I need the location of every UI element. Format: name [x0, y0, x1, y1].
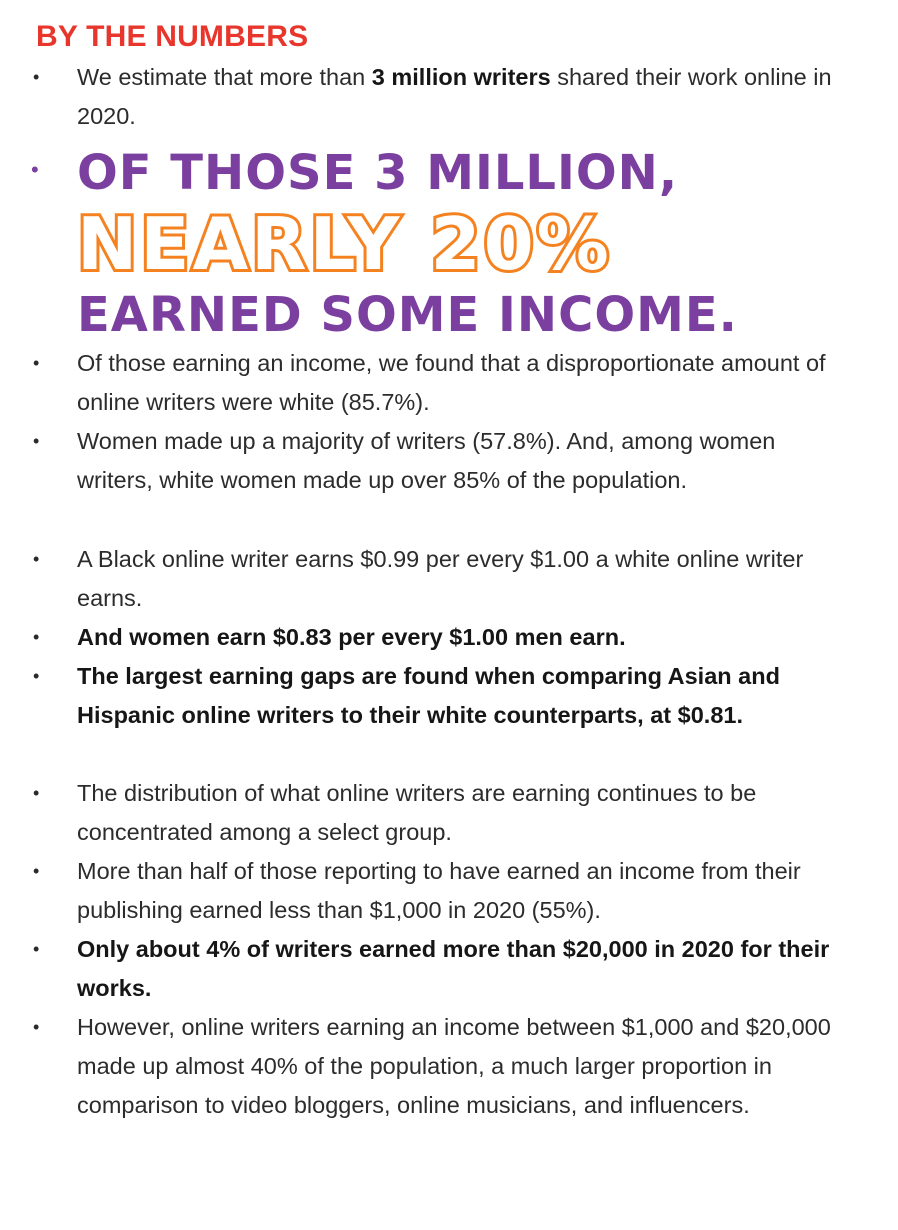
list-item-text: Women made up a majority of writers (57.8%). And, among women writers, white women made up over 85% of the population. [77, 428, 776, 493]
list-item-text: More than half of those reporting to have earned an income from their publishing earned less than $1,000 in 2020 (55%). [77, 858, 801, 923]
bullet-dot: • [33, 353, 40, 373]
bullet-dot: • [33, 431, 40, 451]
list-item-text: However, online writers earning an income between $1,000 and $20,000 made up almost 40% of the population, a much larger proportion in comparison to video bloggers, online musicians, and influencers. [77, 1014, 831, 1118]
callout-statistic [77, 142, 867, 346]
bullet-dot: • [33, 861, 40, 881]
callout-line-2: NEARLY 20% [77, 202, 612, 286]
intro-text-after: shared their work online in 2020. [77, 64, 832, 129]
bullet-dot: • [33, 1017, 40, 1037]
list-item-text: Of those earning an income, we found that a disproportionate amount of online writers were white (85.7%). [77, 350, 826, 415]
intro-text-bold: 3 million writers [371, 64, 551, 90]
bullet-dot: • [33, 549, 40, 569]
intro-text-before: We estimate that more than [77, 64, 372, 90]
callout-line-3: EARNED SOME INCOME. [77, 287, 738, 343]
bullet-dot: • [33, 666, 40, 686]
list-item-text: Only about 4% of writers earned more than $20,000 in 2020 for their works. [77, 936, 830, 1001]
list-item-text: And women earn $0.83 per every $1.00 men earn. [77, 624, 626, 650]
list-item-text: A Black online writer earns $0.99 per every $1.00 a white online writer earns. [77, 546, 804, 611]
section-heading: BY THE NUMBERS [36, 20, 309, 53]
bullet-dot: • [33, 67, 40, 87]
intro-text [77, 58, 837, 136]
callout-line-1: OF THOSE 3 MILLION, [77, 145, 679, 201]
list-item-text: The largest earning gaps are found when comparing Asian and Hispanic online writers to their white counterparts, at $0.81. [77, 663, 780, 728]
bullet-dot: • [33, 939, 40, 959]
callout-bullet-dot: • [31, 157, 39, 182]
bullet-dot: • [33, 627, 40, 647]
list-item-text: The distribution of what online writers are earning continues to be concentrated among a select group. [77, 780, 757, 845]
bullet-dot: • [33, 783, 40, 803]
